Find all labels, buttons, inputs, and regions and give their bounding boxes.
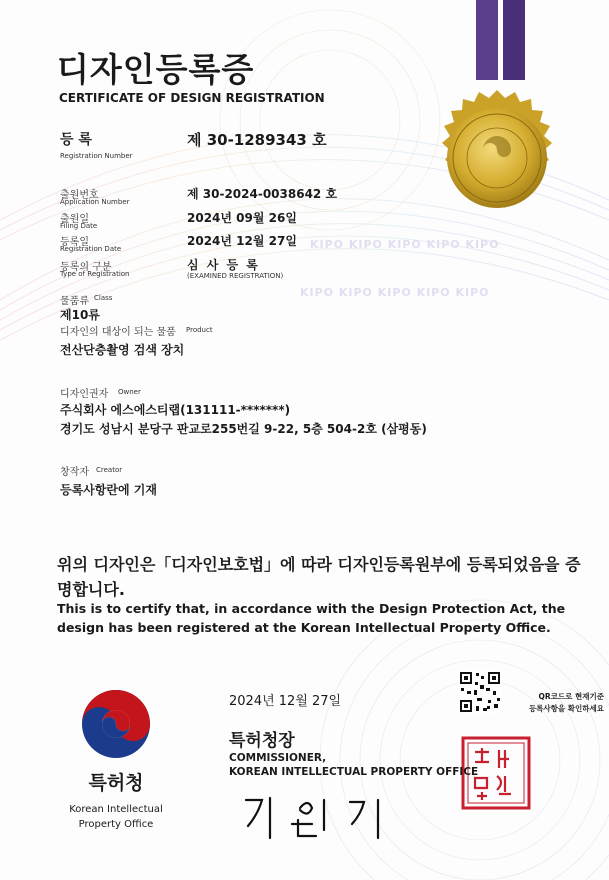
product-label: 디자인의 대상이 되는 물품 <box>60 327 176 338</box>
creator-value: 등록사항란에 기재 <box>60 483 157 497</box>
owner-label-en: Owner <box>118 388 141 396</box>
product-value: 전산단층촬영 검색 장치 <box>60 343 185 357</box>
commissioner-title-en-line2: KOREAN INTELLECTUAL PROPERTY OFFICE <box>229 766 479 778</box>
ribbon-left <box>476 0 498 80</box>
application-number: 제 30-2024-0038642 호 <box>187 187 338 201</box>
title-english: CERTIFICATE OF DESIGN REGISTRATION <box>59 91 325 105</box>
registration-date-label-en: Registration Date <box>60 245 122 253</box>
title-korean: 디자인등록증 <box>57 50 255 89</box>
class-label-en: Class <box>94 294 113 302</box>
commissioner-title-en-line1: COMMISSIONER, <box>229 752 327 764</box>
registration-date-label: 등록일 <box>60 237 89 248</box>
ribbon-right <box>503 0 525 80</box>
owner-label: 디자인권자 <box>60 389 109 400</box>
commissioner-title-korean: 특허청장 <box>229 731 295 751</box>
registration-number: 제 30-1289343 호 <box>187 131 327 149</box>
application-label: 출원번호 <box>60 190 99 201</box>
kipo-watermark-2: KIPO KIPO KIPO KIPO KIPO <box>300 286 490 299</box>
registration-type: 심 사 등 록 <box>187 258 260 272</box>
qr-note-line1: QR코드로 현재기준 <box>538 692 604 701</box>
office-name-en-line2: Property Office <box>78 819 154 830</box>
certification-english: This is to certify that, in accordance with the Design Protection Act, the design has been registered at the Korean Intellectual Property Office. <box>57 601 566 635</box>
registration-label: 등 록 <box>60 132 92 148</box>
issue-date: 2024년 12월 27일 <box>229 694 342 709</box>
commissioner-signature <box>246 798 378 838</box>
product-label-en: Product <box>186 326 213 334</box>
certification-korean: 위의 디자인은「디자인보호법」에 따라 디자인등록원부에 등록되었음을 증명합니다. <box>57 555 581 599</box>
gold-seal <box>442 90 552 208</box>
office-name-en-line1: Korean Intellectual <box>69 804 163 815</box>
filing-label: 출원일 <box>60 214 89 225</box>
filing-label-en: Filing Date <box>60 222 98 230</box>
registration-type-label: 등록의 구분 <box>60 262 112 273</box>
registration-label-en: Registration Number <box>60 152 133 160</box>
qr-code-icon <box>458 670 502 714</box>
registration-type-en: (EXAMINED REGISTRATION) <box>187 272 284 280</box>
kipo-watermark: KIPO KIPO KIPO KIPO KIPO <box>310 238 500 251</box>
registration-type-label-en: Type of Registration <box>60 270 130 278</box>
kipo-logo-icon <box>82 690 150 758</box>
office-name-korean: 특허청 <box>88 772 144 794</box>
class-label: 물품류 <box>60 296 89 307</box>
creator-label-en: Creator <box>96 466 123 474</box>
qr-note-line2: 등록사항을 확인하세요 <box>528 704 604 713</box>
filing-date: 2024년 09월 26일 <box>187 211 297 225</box>
registration-date: 2024년 12월 27일 <box>187 234 297 248</box>
class-value: 제10류 <box>60 308 100 322</box>
application-label-en: Application Number <box>60 198 130 206</box>
owner-name: 주식회사 에스에스티랩(131111-*******) <box>60 403 291 417</box>
owner-address: 경기도 성남시 분당구 판교로255번길 9-22, 5층 504-2호 (삼평동) <box>60 422 427 436</box>
creator-label: 창작자 <box>60 467 89 478</box>
